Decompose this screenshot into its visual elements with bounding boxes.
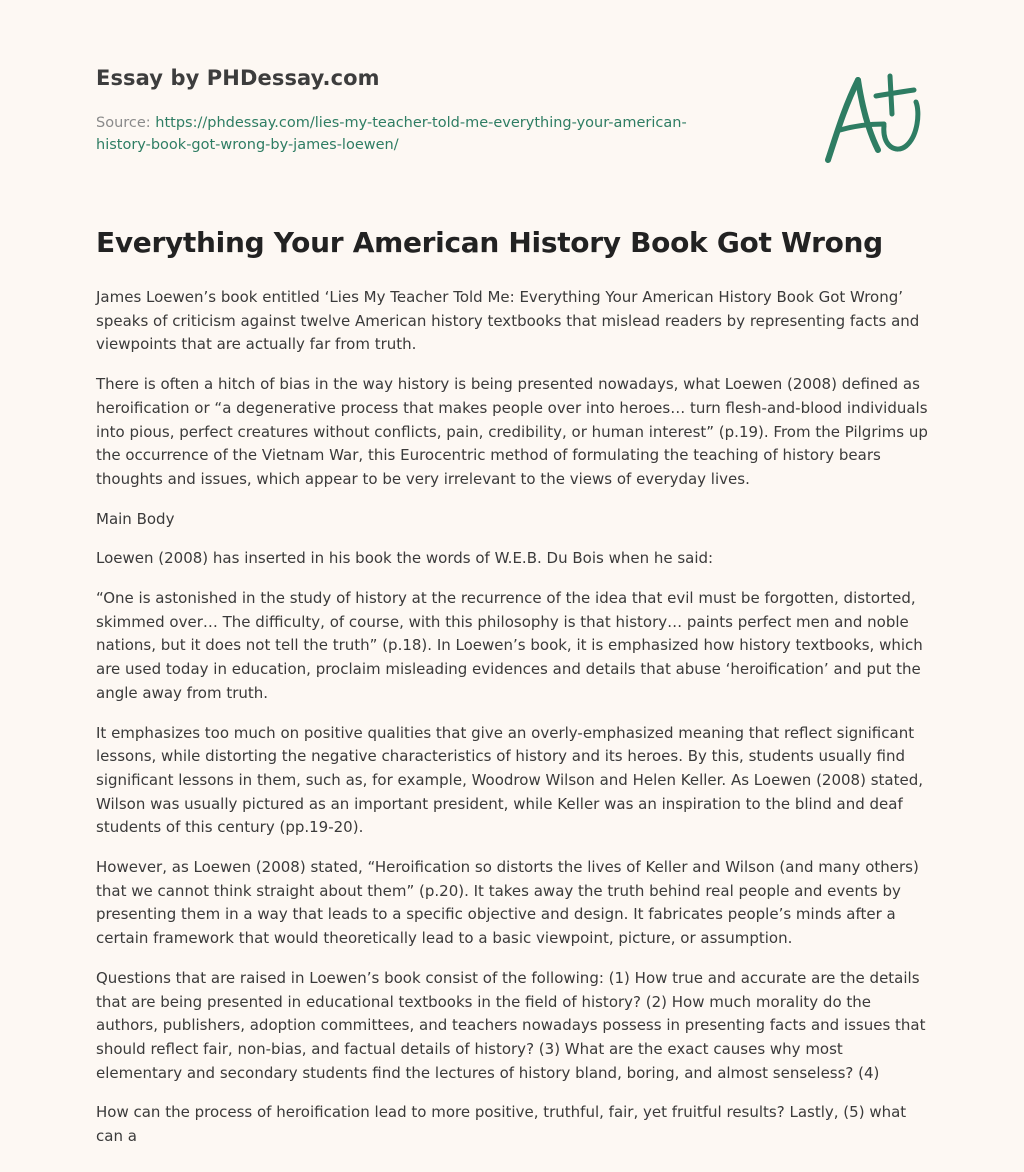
source-link-line-1: https://phdessay.com/lies-my-teacher-told-me-everything-your-american- <box>155 115 687 131</box>
essay-paragraph: James Loewen’s book entitled ‘Lies My Teacher Told Me: Everything Your American History Book Got Wrong’ speaks of criticism against twelve American history textbooks that mislead readers by representing facts and viewpoints that are actually far from truth. <box>96 288 920 354</box>
source-link-line-2: history-book-got-wrong-by-james-loewen/ <box>96 137 399 153</box>
essay-paragraph: Loewen (2008) has inserted in his book the words of W.E.B. Du Bois when he said: <box>96 549 714 568</box>
source-label: Source: <box>96 115 151 131</box>
a-plus-grade-icon <box>824 68 928 164</box>
essay-paragraph: How can the process of heroification lead to more positive, truthful, fair, yet fruitful results? Lastly, (5) what can a <box>96 1103 907 1146</box>
essay-paragraph: Questions that are raised in Loewen’s book consist of the following: (1) How true and accurate are the details that are being presented in educational textbooks in the field of history? (2) How much morality do the authors, publishers, adoption committees, and teachers nowadays possess in presenting facts and issues that should reflect fair, non-bias, and factual details of history? (3) What are the exact causes why most elementary and secondary students find the lectures of history bland, boring, and almost senseless? (4) <box>96 968 926 1082</box>
section-heading: Main Body <box>96 509 175 528</box>
essay-body <box>96 286 932 1165</box>
site-name: Essay by PHDessay.com <box>96 66 380 90</box>
source-line <box>96 112 736 156</box>
essay-title: Everything Your American History Book Got Wrong <box>96 226 883 259</box>
essay-paragraph: It emphasizes too much on positive qualities that give an overly-emphasized meaning that reflect significant lessons, while distorting the negative characteristics of history and its heroes. By this, students usually find significant lessons in them, such as, for example, Woodrow Wilson and Helen Keller. As Loewen (2008) stated, Wilson was usually pictured as an important president, while Keller was an inspiration to the blind and deaf students of this century (pp.19-20). <box>96 723 924 837</box>
essay-paragraph: “One is astonished in the study of history at the recurrence of the idea that evil must be forgotten, distorted, skimmed over… The difficulty, of course, with this philosophy is that history… paints perfect men and noble nations, but it does not tell the truth” (p.18). In Loewen’s book, it is emphasized how history textbooks, which are used today in education, proclaim misleading evidences and details that abuse ‘heroification’ and put the angle away from truth. <box>96 589 923 702</box>
essay-paragraph: However, as Loewen (2008) stated, “Heroification so distorts the lives of Keller and Wilson (and many others) that we cannot think straight about them” (p.20). It takes away the truth behind real people and events by presenting them in a way that leads to a specific objective and design. It fabricates people’s minds after a certain framework that would theoretically lead to a basic viewpoint, picture, or assumption. <box>96 858 919 948</box>
source-link[interactable] <box>96 115 687 153</box>
essay-paragraph: There is often a hitch of bias in the way history is being presented nowadays, what Loewen (2008) defined as heroification or “a degenerative process that makes people over into heroes… turn flesh-and-blood individuals into pious, perfect creatures without conflicts, pain, credibility, or human interest” (p.19). From the Pilgrims up the occurrence of the Vietnam War, this Eurocentric method of formulating the teaching of history bears thoughts and issues, which appear to be very irrelevant to the views of everyday lives. <box>96 375 928 488</box>
